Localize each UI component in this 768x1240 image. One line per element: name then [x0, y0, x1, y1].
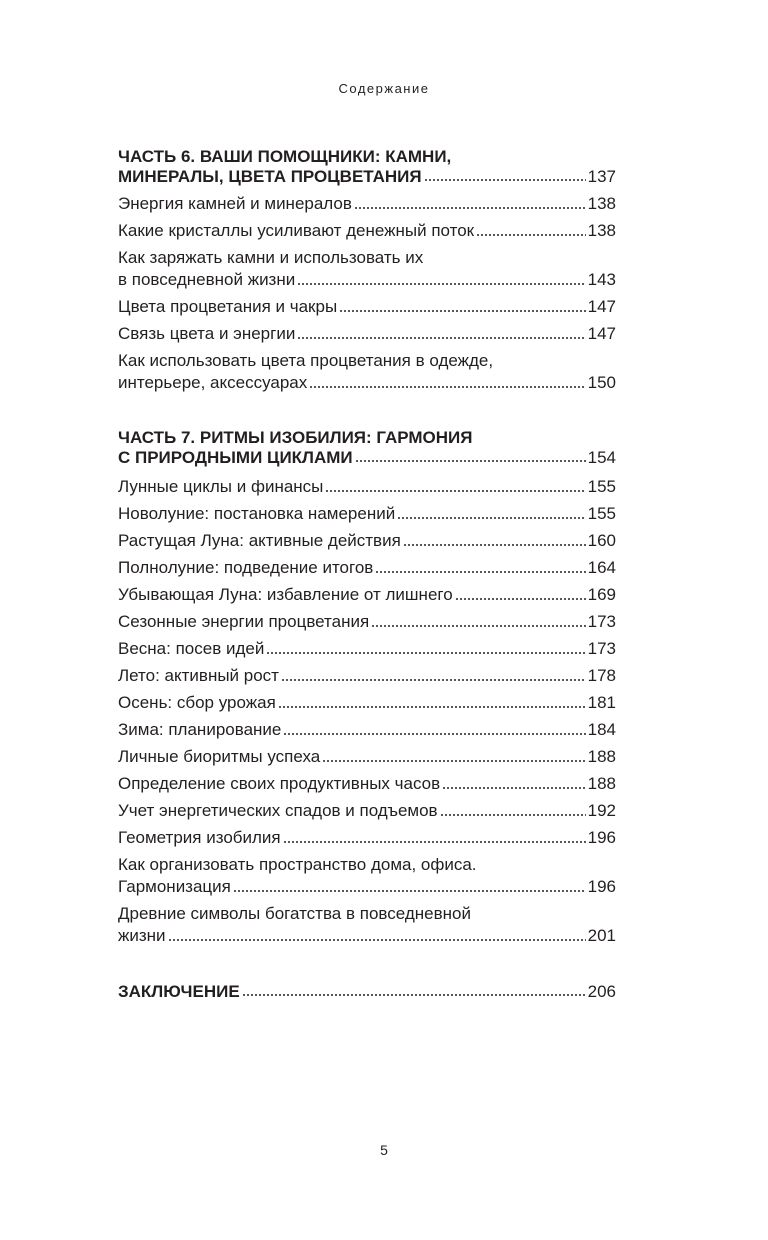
leader-dots	[168, 938, 586, 942]
toc-line	[118, 350, 616, 372]
toc-page-number: 188	[587, 774, 616, 793]
leader-dots	[281, 678, 586, 682]
toc-entry[interactable]	[118, 827, 616, 849]
toc-title-text: в повседневной жизни	[118, 270, 296, 289]
toc-entry[interactable]	[118, 746, 616, 768]
leader-dots	[476, 233, 586, 237]
toc-line	[118, 773, 616, 795]
toc-line	[118, 876, 616, 898]
toc-entry[interactable]	[118, 584, 616, 606]
toc-title-text: Весна: посев идей	[118, 639, 265, 658]
toc-line	[118, 503, 616, 525]
running-head: Содержание	[338, 81, 430, 96]
toc-entry[interactable]	[118, 611, 616, 633]
toc-page-number: 137	[587, 167, 616, 186]
toc-title-text: Гармонизация	[118, 877, 231, 896]
toc-line	[118, 719, 616, 741]
toc-page-number: 201	[587, 926, 616, 945]
toc-part-heading[interactable]	[118, 428, 616, 468]
toc-line	[118, 147, 616, 167]
toc-part-heading[interactable]	[118, 147, 616, 187]
toc-page-number: 155	[587, 477, 616, 496]
toc-entry[interactable]	[118, 476, 616, 498]
leader-dots	[397, 516, 585, 520]
leader-dots	[355, 459, 586, 463]
toc-line	[118, 584, 616, 606]
toc-title-text: МИНЕРАЛЫ, ЦВЕТА ПРОЦВЕТАНИЯ	[118, 167, 422, 186]
toc-entry[interactable]	[118, 800, 616, 822]
toc-page-number: 188	[587, 747, 616, 766]
leader-dots	[325, 489, 585, 493]
toc-title-text: интерьере, аксессуарах	[118, 373, 308, 392]
toc-entry[interactable]	[118, 220, 616, 242]
toc-page-number: 181	[587, 693, 616, 712]
toc-entry[interactable]	[118, 719, 616, 741]
toc-line	[118, 372, 616, 394]
toc-line	[118, 428, 616, 448]
leader-dots	[354, 206, 586, 210]
toc-page-number: 147	[587, 297, 616, 316]
leader-dots	[322, 759, 585, 763]
toc-page-number: 206	[587, 982, 616, 1001]
toc-line	[118, 193, 616, 215]
toc-entry[interactable]	[118, 773, 616, 795]
toc-page-number: 143	[587, 270, 616, 289]
toc-entry[interactable]	[118, 557, 616, 579]
toc-title-text: Как заряжать камни и использовать их	[118, 248, 424, 267]
leader-dots	[440, 813, 586, 817]
toc-title-text: Древние символы богатства в повседневной	[118, 904, 471, 923]
toc-title-text: Зима: планирование	[118, 720, 282, 739]
toc-title-text: Цвета процветания и чакры	[118, 297, 338, 316]
leader-dots	[297, 336, 585, 340]
toc-title-text: Лето: активный рост	[118, 666, 279, 685]
toc-title-text: Определение своих продуктивных часов	[118, 774, 441, 793]
toc-line	[118, 903, 616, 925]
toc-line	[118, 530, 616, 552]
leader-dots	[424, 178, 586, 182]
leader-dots	[266, 651, 585, 655]
toc-title-text: Как организовать пространство дома, офиса.	[118, 855, 477, 874]
leader-dots	[403, 543, 586, 547]
leader-dots	[233, 889, 586, 893]
toc-title-text: Новолуние: постановка намерений	[118, 504, 396, 523]
leader-dots	[455, 597, 586, 601]
toc-entry[interactable]	[118, 665, 616, 687]
toc-page-number: 196	[587, 828, 616, 847]
toc-title-text: ЗАКЛЮЧЕНИЕ	[118, 982, 240, 1001]
toc-line	[118, 925, 616, 947]
toc-title-text: Осень: сбор урожая	[118, 693, 276, 712]
toc-line	[118, 982, 616, 1002]
toc-page-number: 160	[587, 531, 616, 550]
toc-line	[118, 611, 616, 633]
toc-line	[118, 296, 616, 318]
toc-entry[interactable]	[118, 692, 616, 714]
toc-title-text: жизни	[118, 926, 166, 945]
page-number: 5	[380, 1142, 388, 1158]
toc-line	[118, 638, 616, 660]
leader-dots	[283, 732, 585, 736]
toc-title-text: Растущая Луна: активные действия	[118, 531, 401, 550]
toc-page-number: 147	[587, 324, 616, 343]
toc-line	[118, 854, 616, 876]
toc-entry[interactable]	[118, 296, 616, 318]
toc-line	[118, 665, 616, 687]
toc-page-number: 196	[587, 877, 616, 896]
toc-title-text: ЧАСТЬ 7. РИТМЫ ИЗОБИЛИЯ: ГАРМОНИЯ	[118, 428, 473, 447]
toc-page-number: 150	[587, 373, 616, 392]
toc-page-number: 173	[587, 639, 616, 658]
leader-dots	[309, 385, 585, 389]
leader-dots	[371, 624, 585, 628]
toc-title-text: Связь цвета и энергии	[118, 324, 296, 343]
toc-line	[118, 476, 616, 498]
toc-entry[interactable]	[118, 638, 616, 660]
toc-page-number: 192	[587, 801, 616, 820]
toc-page-number: 178	[587, 666, 616, 685]
leader-dots	[297, 282, 585, 286]
toc-entry[interactable]	[118, 503, 616, 525]
toc-title-text: Лунные циклы и финансы	[118, 477, 324, 496]
toc-page-number: 184	[587, 720, 616, 739]
toc-title-text: ЧАСТЬ 6. ВАШИ ПОМОЩНИКИ: КАМНИ,	[118, 147, 452, 166]
toc-entry[interactable]	[118, 350, 616, 394]
toc-page-number: 154	[587, 448, 616, 467]
toc-entry[interactable]	[118, 530, 616, 552]
toc-line	[118, 746, 616, 768]
toc-title-text: Сезонные энергии процветания	[118, 612, 370, 631]
toc-line	[118, 448, 616, 468]
toc-title-text: Убывающая Луна: избавление от лишнего	[118, 585, 453, 604]
leader-dots	[442, 786, 585, 790]
toc-title-text: Как использовать цвета процветания в одежде,	[118, 351, 494, 370]
leader-dots	[278, 705, 586, 709]
toc-entry[interactable]	[118, 247, 616, 291]
toc-title-text: Учет энергетических спадов и подъемов	[118, 801, 438, 820]
table-of-contents	[118, 147, 616, 1002]
toc-line	[118, 167, 616, 187]
toc-page-number: 173	[587, 612, 616, 631]
toc-page-number: 138	[587, 194, 616, 213]
toc-title-text: С ПРИРОДНЫМИ ЦИКЛАМИ	[118, 448, 353, 467]
toc-page-number: 138	[587, 221, 616, 240]
leader-dots	[375, 570, 585, 574]
toc-entry[interactable]	[118, 323, 616, 345]
toc-line	[118, 800, 616, 822]
toc-title-text: Полнолуние: подведение итогов	[118, 558, 374, 577]
toc-title-text: Энергия камней и минералов	[118, 194, 352, 213]
toc-line	[118, 692, 616, 714]
toc-line	[118, 220, 616, 242]
leader-dots	[242, 993, 586, 997]
toc-title-text: Какие кристаллы усиливают денежный поток	[118, 221, 475, 240]
toc-page-number: 164	[587, 558, 616, 577]
leader-dots	[339, 309, 585, 313]
leader-dots	[283, 840, 586, 844]
toc-line	[118, 247, 616, 269]
toc-title-text: Личные биоритмы успеха	[118, 747, 321, 766]
toc-page-number: 169	[587, 585, 616, 604]
toc-page-number: 155	[587, 504, 616, 523]
toc-title-text: Геометрия изобилия	[118, 828, 281, 847]
toc-line	[118, 827, 616, 849]
toc-entry[interactable]	[118, 903, 616, 947]
toc-part-heading[interactable]	[118, 982, 616, 1002]
toc-line	[118, 323, 616, 345]
toc-entry[interactable]	[118, 193, 616, 215]
toc-entry[interactable]	[118, 854, 616, 898]
toc-line	[118, 557, 616, 579]
toc-line	[118, 269, 616, 291]
